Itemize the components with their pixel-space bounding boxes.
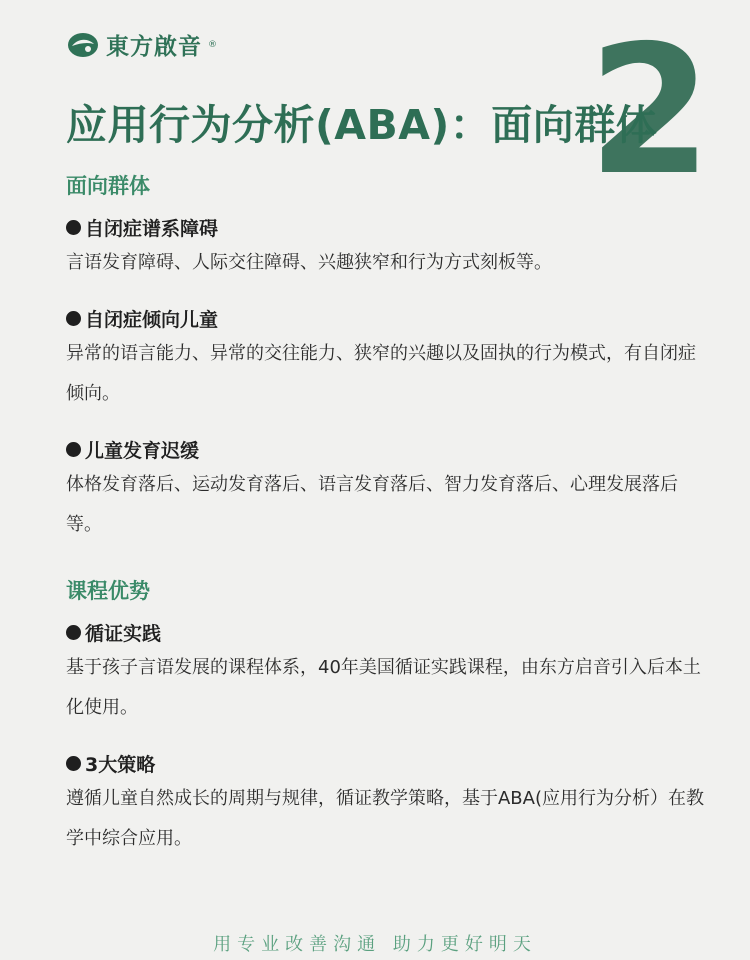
bullet-dot-icon xyxy=(66,442,81,457)
item-title: 3大策略 xyxy=(66,750,706,777)
item-title: 自闭症谱系障碍 xyxy=(66,214,706,241)
list-item xyxy=(66,214,706,283)
brand-logo-icon xyxy=(66,30,100,60)
list-item xyxy=(66,619,706,728)
bullet-dot-icon xyxy=(66,311,81,326)
main-content xyxy=(66,170,706,859)
item-title: 自闭症倾向儿童 xyxy=(66,305,706,332)
page-title: 应用行为分析(ABA)：面向群体 xyxy=(66,101,658,149)
section-course-advantages xyxy=(66,575,706,859)
section-heading: 面向群体 xyxy=(66,174,150,198)
item-body: 遵循儿童自然成长的周期与规律，循证教学策略，基于ABA(应用行为分析）在教学中综合应用。 xyxy=(66,788,704,849)
item-body: 基于孩子言语发展的课程体系，40年美国循证实践课程，由东方启音引入后本土化使用。 xyxy=(66,657,701,718)
bullet-dot-icon xyxy=(66,756,81,771)
item-body: 体格发育落后、运动发育落后、语言发育落后、智力发育落后、心理发展落后等。 xyxy=(66,474,678,535)
list-item xyxy=(66,436,706,545)
brand-name: 東方啟音 xyxy=(106,34,202,60)
section-heading: 课程优势 xyxy=(66,579,150,603)
footer-slogan: 用专业改善沟通 助力更好明天 xyxy=(213,934,537,955)
brand-logo xyxy=(66,28,217,61)
section-target-groups xyxy=(66,170,706,545)
list-item xyxy=(66,750,706,859)
bullet-dot-icon xyxy=(66,625,81,640)
item-title: 儿童发育迟缓 xyxy=(66,436,706,463)
registered-mark: ® xyxy=(208,39,217,50)
item-body: 异常的语言能力、异常的交往能力、狭窄的兴趣以及固执的行为模式，有自闭症倾向。 xyxy=(66,343,696,404)
bullet-dot-icon xyxy=(66,220,81,235)
item-body: 言语发育障碍、人际交往障碍、兴趣狭窄和行为方式刻板等。 xyxy=(66,252,552,273)
section-number: 2 xyxy=(588,7,712,214)
list-item xyxy=(66,305,706,414)
item-title: 循证实践 xyxy=(66,619,706,646)
